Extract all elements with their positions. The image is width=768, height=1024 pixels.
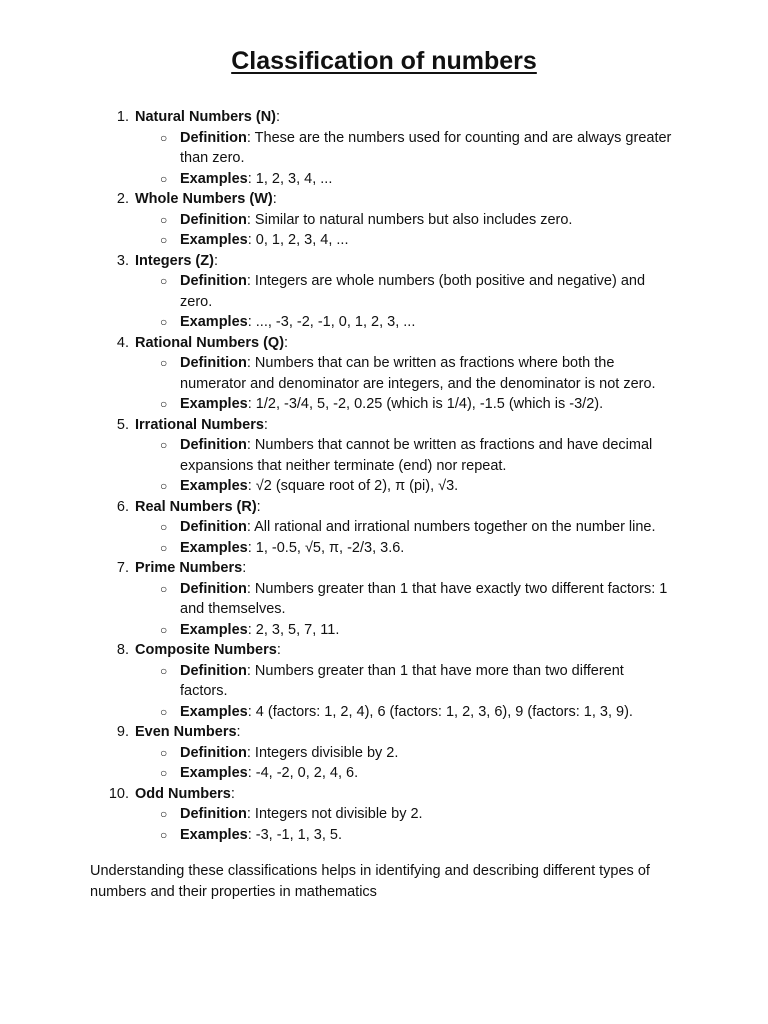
list-item <box>0 497 695 559</box>
page-title: Classification of numbers <box>231 47 537 75</box>
examples-label: Examples <box>180 826 248 843</box>
hollow-bullet-icon: ○ <box>160 274 168 288</box>
definition-row: ○ Definition: Numbers that can be written as fractions where both the numerator and denominator are integers, and the denominator is not zero. <box>160 355 656 392</box>
list-item <box>0 333 695 415</box>
item-name: Integers (Z) <box>135 252 214 269</box>
item-title: Whole Numbers (W): <box>135 191 277 207</box>
item-details <box>135 579 695 641</box>
hollow-bullet-icon: ○ <box>160 581 168 596</box>
hollow-bullet-icon: ○ <box>160 171 168 186</box>
examples-label: Examples <box>180 703 248 720</box>
item-number: 3. <box>116 252 129 269</box>
examples-row: ○ Examples: -3, -1, 1, 3, 5. <box>135 825 672 846</box>
examples-row: ○ Examples: 1, 2, 3, 4, ... <box>135 169 672 190</box>
hollow-bullet-icon: ○ <box>160 540 168 555</box>
hollow-bullet-icon: ○ <box>160 233 168 247</box>
definition-row: ○ Definition: Numbers greater than 1 that have more than two different factors. <box>160 662 624 699</box>
item-number: 9. <box>116 724 129 740</box>
examples-label: Examples <box>180 765 248 781</box>
item-title: Odd Numbers: <box>135 785 235 802</box>
examples-row: ○ Examples: 0, 1, 2, 3, 4, ... <box>135 230 672 251</box>
definition-row: ○ Definition: Numbers greater than 1 that have exactly two different factors: 1 and themselves. <box>160 580 668 617</box>
item-details <box>135 210 695 251</box>
examples-text: 1, -0.5, √5, π, -2/3, 3.6. <box>255 539 405 556</box>
examples-row: ○ Examples: 2, 3, 5, 7, 11. <box>135 620 672 641</box>
item-name: Whole Numbers (W) <box>135 191 273 207</box>
definition-row: ○ Definition: Integers not divisible by 2. <box>135 804 672 825</box>
examples-text: -4, -2, 0, 2, 4, 6. <box>255 765 359 781</box>
examples-text: ..., -3, -2, -1, 0, 1, 2, 3, ... <box>255 314 416 330</box>
examples-label: Examples <box>180 314 248 330</box>
definition-label: Definition <box>180 273 247 289</box>
definition-label: Definition <box>180 806 247 822</box>
list-item <box>0 107 695 189</box>
item-details <box>135 271 695 333</box>
item-number: 7. <box>116 560 129 576</box>
item-name: Real Numbers (R) <box>135 498 257 515</box>
definition-row: ○ Definition: Numbers that cannot be written as fractions and have decimal expansions that neither terminate (end) nor repeat. <box>160 437 653 474</box>
definition-label: Definition <box>180 580 247 597</box>
definition-text: Integers divisible by 2. <box>254 744 399 761</box>
examples-row: ○ Examples: 4 (factors: 1, 2, 4), 6 (factors: 1, 2, 3, 6), 9 (factors: 1, 3, 9). <box>135 702 672 723</box>
item-name: Composite Numbers <box>135 642 277 658</box>
item-name: Even Numbers <box>135 724 237 740</box>
item-title: Natural Numbers (N): <box>135 109 281 125</box>
list-item <box>0 784 695 846</box>
definition-text: Numbers greater than 1 that have more than two different factors. <box>180 662 624 699</box>
item-number: 1. <box>116 109 129 125</box>
conclusion-paragraph: Understanding these classifications helps in identifying and describing different types of numbers and their properties in mathematics <box>90 863 650 900</box>
hollow-bullet-icon: ○ <box>160 356 168 370</box>
item-number: 2. <box>116 191 129 207</box>
definition-row: ○ Definition: Integers divisible by 2. <box>135 743 672 764</box>
definition-label: Definition <box>180 437 247 453</box>
examples-label: Examples <box>180 396 248 412</box>
item-title: Prime Numbers: <box>135 560 247 576</box>
examples-label: Examples <box>180 232 248 248</box>
list-item <box>0 722 695 784</box>
hollow-bullet-icon: ○ <box>160 479 168 493</box>
definition-text: Numbers greater than 1 that have exactly two different factors: 1 and themselves. <box>180 580 668 617</box>
hollow-bullet-icon: ○ <box>160 704 168 719</box>
examples-text: -3, -1, 1, 3, 5. <box>255 826 343 843</box>
examples-text: 1/2, -3/4, 5, -2, 0.25 (which is 1/4), -1.5 (which is -3/2). <box>255 396 604 412</box>
examples-row: ○ Examples: √2 (square root of 2), π (pi), √3. <box>135 476 672 497</box>
examples-label: Examples <box>180 170 248 187</box>
item-name: Odd Numbers <box>135 785 231 802</box>
item-details <box>135 353 695 415</box>
examples-row: ○ Examples: 1/2, -3/4, 5, -2, 0.25 (which is 1/4), -1.5 (which is -3/2). <box>135 394 672 415</box>
list-item <box>0 189 695 251</box>
item-number: 10. <box>108 785 129 802</box>
list-item <box>0 558 695 640</box>
definition-label: Definition <box>180 355 247 371</box>
definition-row: ○ Definition: These are the numbers used for counting and are always greater than zero. <box>160 129 672 166</box>
definition-label: Definition <box>180 211 247 228</box>
item-title: Integers (Z): <box>135 252 218 269</box>
hollow-bullet-icon: ○ <box>160 766 168 780</box>
hollow-bullet-icon: ○ <box>160 438 168 452</box>
hollow-bullet-icon: ○ <box>160 520 168 534</box>
definition-label: Definition <box>180 744 247 761</box>
item-title: Rational Numbers (Q): <box>135 334 289 351</box>
definition-text: Similar to natural numbers but also includes zero. <box>254 211 573 228</box>
examples-text: 0, 1, 2, 3, 4, ... <box>255 232 349 248</box>
hollow-bullet-icon: ○ <box>160 827 168 842</box>
hollow-bullet-icon: ○ <box>160 745 168 760</box>
classification-list <box>0 107 695 845</box>
examples-row: ○ Examples: ..., -3, -2, -1, 0, 1, 2, 3, ... <box>135 312 672 333</box>
hollow-bullet-icon: ○ <box>160 663 168 678</box>
examples-row: ○ Examples: -4, -2, 0, 2, 4, 6. <box>135 763 672 784</box>
examples-label: Examples <box>180 478 248 494</box>
examples-label: Examples <box>180 539 248 556</box>
item-details <box>135 435 695 497</box>
list-item <box>0 415 695 497</box>
item-number: 4. <box>116 334 129 351</box>
definition-label: Definition <box>180 519 247 535</box>
definition-text: All rational and irrational numbers together on the number line. <box>254 519 656 535</box>
item-number: 5. <box>116 416 129 433</box>
hollow-bullet-icon: ○ <box>160 807 168 821</box>
hollow-bullet-icon: ○ <box>160 212 168 227</box>
list-item <box>0 251 695 333</box>
item-details <box>135 661 695 723</box>
definition-text: These are the numbers used for counting and are always greater than zero. <box>180 129 672 166</box>
hollow-bullet-icon: ○ <box>160 315 168 329</box>
item-details <box>135 804 695 845</box>
definition-label: Definition <box>180 129 247 146</box>
item-name: Rational Numbers (Q) <box>135 334 285 351</box>
definition-row: ○ Definition: Similar to natural numbers but also includes zero. <box>135 210 672 231</box>
examples-text: √2 (square root of 2), π (pi), √3. <box>255 478 459 494</box>
definition-text: Integers not divisible by 2. <box>254 806 423 822</box>
item-name: Irrational Numbers <box>135 416 264 433</box>
item-title: Composite Numbers: <box>135 642 281 658</box>
item-name: Natural Numbers (N) <box>135 109 276 125</box>
hollow-bullet-icon: ○ <box>160 622 168 637</box>
item-name: Prime Numbers <box>135 560 243 576</box>
item-details <box>135 128 695 190</box>
item-title: Irrational Numbers: <box>135 416 268 433</box>
examples-text: 2, 3, 5, 7, 11. <box>255 621 340 638</box>
item-number: 6. <box>116 498 129 515</box>
item-number: 8. <box>116 642 129 658</box>
examples-text: 4 (factors: 1, 2, 4), 6 (factors: 1, 2, 3, 6), 9 (factors: 1, 3, 9). <box>255 703 633 720</box>
list-item <box>0 640 695 722</box>
item-title: Real Numbers (R): <box>135 498 261 515</box>
item-details <box>135 743 695 784</box>
definition-row: ○ Definition: All rational and irrational numbers together on the number line. <box>135 517 672 538</box>
hollow-bullet-icon: ○ <box>160 397 168 411</box>
definition-text: Numbers that can be written as fractions where both the numerator and denominator are integers, and the denominator is not zero. <box>180 355 656 392</box>
examples-row: ○ Examples: 1, -0.5, √5, π, -2/3, 3.6. <box>135 538 672 559</box>
examples-text: 1, 2, 3, 4, ... <box>255 170 333 187</box>
hollow-bullet-icon: ○ <box>160 130 168 145</box>
examples-label: Examples <box>180 621 248 638</box>
definition-row: ○ Definition: Integers are whole numbers (both positive and negative) and zero. <box>160 273 646 310</box>
definition-label: Definition <box>180 662 247 679</box>
item-title: Even Numbers: <box>135 724 241 740</box>
definition-text: Numbers that cannot be written as fractions and have decimal expansions that neither terminate (end) nor repeat. <box>180 437 653 474</box>
item-details <box>135 517 695 558</box>
definition-text: Integers are whole numbers (both positive and negative) and zero. <box>180 273 646 310</box>
